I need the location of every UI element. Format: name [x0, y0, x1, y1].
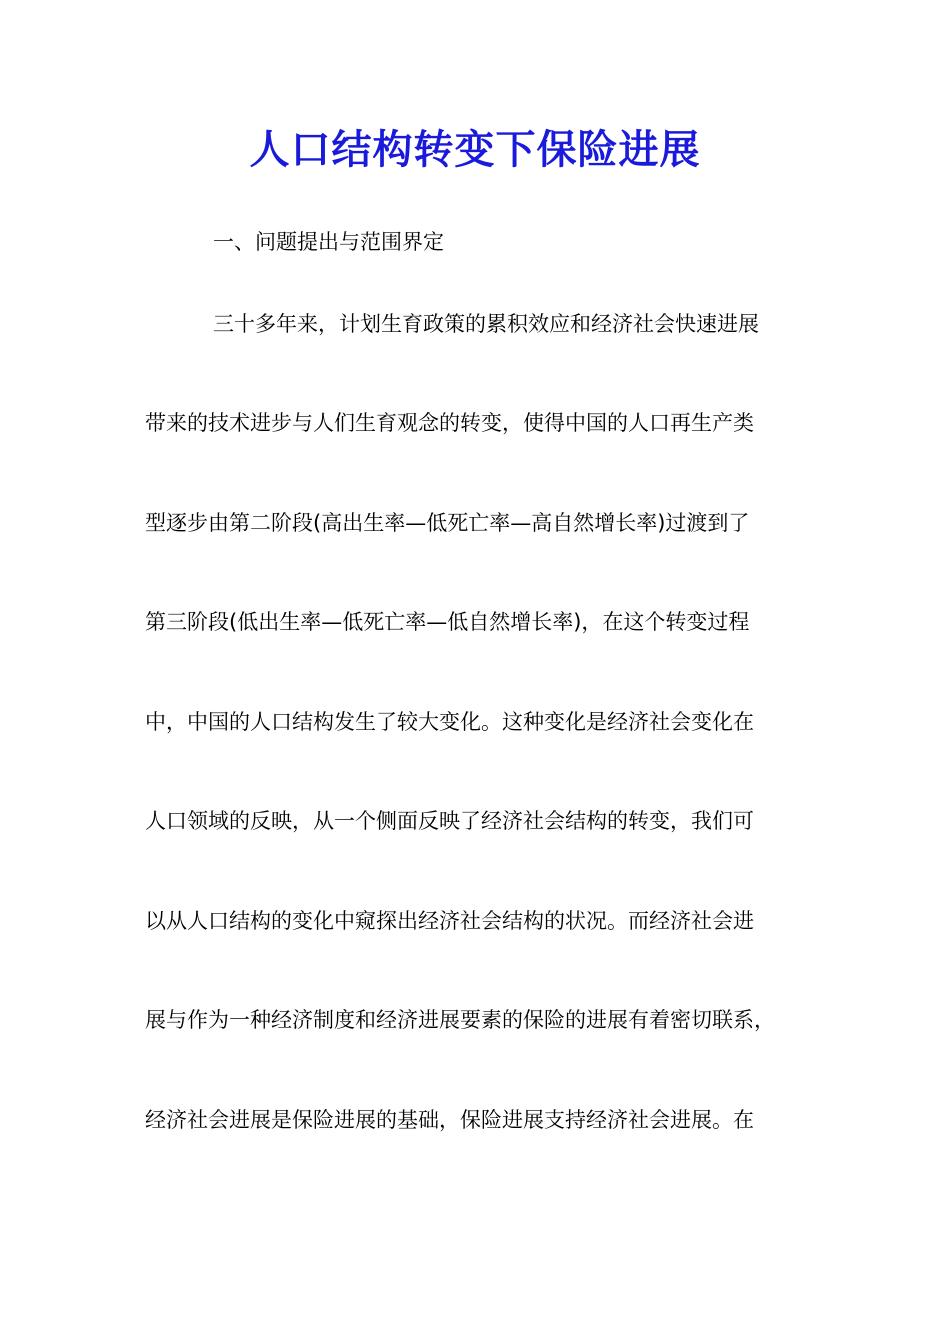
body-line: 展与作为一种经济制度和经济进展要素的保险的进展有着密切联系，: [145, 1008, 775, 1032]
document-title: 人口结构转变下保险进展: [249, 126, 701, 173]
body-line: 第三阶段(低出生率—低死亡率—低自然增长率)，在这个转变过程: [145, 610, 750, 634]
body-line: 三十多年来，计划生育政策的累积效应和经济社会快速进展: [213, 312, 759, 336]
body-line: 人口领域的反映，从一个侧面反映了经济社会结构的转变，我们可: [145, 809, 754, 833]
section-heading: 一、问题提出与范围界定: [213, 230, 444, 254]
body-line: 带来的技术进步与人们生育观念的转变，使得中国的人口再生产类: [145, 411, 754, 435]
body-line: 中，中国的人口结构发生了较大变化。这种变化是经济社会变化在: [145, 710, 754, 734]
body-line: 型逐步由第二阶段(高出生率—低死亡率—高自然增长率)过渡到了: [145, 511, 750, 535]
body-line: 经济社会进展是保险进展的基础，保险进展支持经济社会进展。在: [145, 1108, 754, 1132]
body-line: 以从人口结构的变化中窥探出经济社会结构的状况。而经济社会进: [145, 909, 754, 933]
